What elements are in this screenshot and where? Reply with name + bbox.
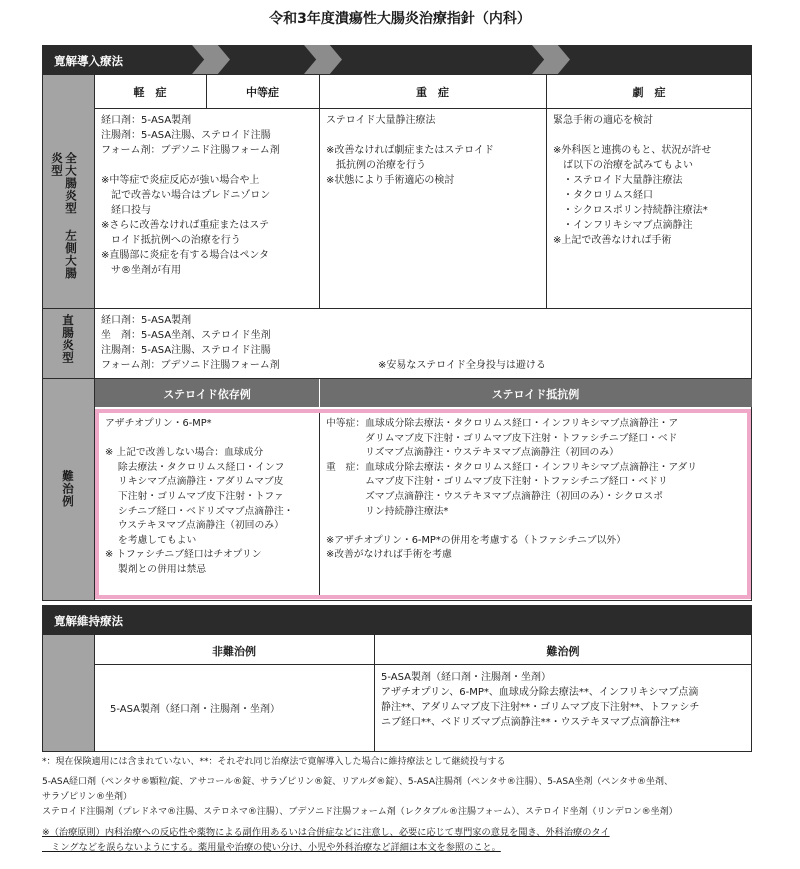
chevron-arrow-icon [304, 45, 342, 74]
maintenance-refractory-text: 5-ASA製剤（経口剤・注腸剤・坐剤） アザチオプリン、6-MP*、血球成分除去療法**、インフリキシマブ点滴 静注**、アダリムマブ皮下注射**・ゴリムマブ皮下注射**、トファシチ ニブ経口**、ベドリズマブ点滴静注**・ウステキヌマブ点滴静注** [381, 672, 700, 728]
induction-band [42, 45, 752, 74]
steroid-dependent-text: アザチオプリン・6-MP* ※ 上記で改善しない場合：血球成分 除去療法・タクロリムス経口・インフ リキシマブ点滴静注・アダリムマブ皮 下注射・ゴリムマブ皮下注射・トファ シチニブ経口・ベドリズマブ点滴静注・ ウステキヌマブ点滴静注（初回のみ） を考慮してもよい ※ トファシチニブ経口はチオプリン 製剤との併用は禁忌 [105, 418, 294, 575]
col-header-fulminant: 劇 症 [632, 86, 666, 99]
row-label-total-left-colitis: 全大腸炎型 左側大腸炎型 [50, 152, 78, 280]
col-header-refractory: 難治例 [546, 645, 580, 658]
col-header-non-refractory: 非難治例 [212, 645, 256, 658]
row1-severe-text: ステロイド大量静注療法 ※改善なければ劇症またはステロイド 抵抗例の治療を行う ※状態により手術適応の検討 [326, 115, 494, 186]
row1-mild-moderate-text: 経口剤：5-ASA製剤 注腸剤：5-ASA注腸、ステロイド注腸 フォーム剤：ブデソニド注腸フォーム剤 ※中等症で炎症反応が強い場合や上 記で改善ない場合はプレドニゾロン 経口投与 ※さらに改善なければ重症またはステ ロイド抵抗例への治療を行う ※直腸部に炎症を有する場合はペンタ サ®坐剤が有用 [101, 115, 280, 276]
induction-band-label: 寛解導入療法 [54, 54, 123, 68]
col-header-severe: 重 症 [416, 86, 449, 99]
maintenance-non-refractory-text: 5-ASA製剤（経口剤・注腸剤・坐剤） [110, 704, 280, 715]
page-title: 令和3年度潰瘍性大腸炎治療指針（内科） [269, 11, 531, 27]
steroid-resistant-header: ステロイド抵抗例 [491, 388, 580, 401]
footnote-drugs: 5-ASA経口剤（ペンタサ®顆粒/錠、アサコール®錠、サラゾピリン®錠、リアルダ®錠）、5-ASA注腸剤（ペンタサ®注腸）、5-ASA坐剤（ペンタサ®坐剤、 サラゾピリン®坐剤） ステロイド注腸剤（プレドネマ®注腸、ステロネマ®注腸）、ブデソニド注腸フォーム剤（レクタブル®注腸フォーム）、ステロイド坐剤（リンデロン®坐剤） [42, 777, 678, 817]
maintenance-band [42, 605, 752, 634]
row1-fulminant-text: 緊急手術の適応を検討 ※外科医と連携のもと、状況が許せ ば以下の治療を試みてもよい ・ステロイド大量静注療法 ・タクロリムス経口 ・シクロスポリン持続静注療法* ・インフリキシマブ点滴静注 ※上記で改善なければ手術 [553, 115, 712, 246]
maintenance-band-label: 寛解維持療法 [54, 614, 123, 628]
steroid-resistant-text: 中等症：血球成分除去療法・タクロリムス経口・インフリキシマブ点滴静注・ア ダリムマブ皮下注射・ゴリムマブ皮下注射・トファシチニブ経口・ベド リズマブ点滴静注・ウステキヌマブ点滴静注（初回のみ） 重 症：血球成分除去療法・タクロリムス経口・インフリキシマブ点滴静注・アダリ ムマブ皮下注射・ゴリムマブ皮下注射・トファシチニブ経口・ベドリ ズマブ点滴静注・ウステキヌマブ点滴静注（初回のみ）・シクロスポ リン持続静注療法* ※アザチオプリン・6-MP*の併用を考慮する（トファシチニブ以外） ※改善がなければ手術を考慮 [326, 418, 698, 561]
row-label-refractory: 難治例 [61, 470, 75, 508]
footnote-asterisk: *：現在保険適用には含まれていない、**：それぞれ同じ治療法で寛解導入した場合に維持療法として継続投与する [42, 757, 506, 767]
col-header-moderate: 中等症 [246, 86, 279, 99]
steroid-dependent-header: ステロイド依存例 [163, 388, 251, 401]
footnote-principle: ※（治療原則）内科治療への反応性や薬物による副作用あるいは合併症などに注意し、必要に応じて専門家の意見を聞き、外科治療のタイ ミングなどを誤らないようにする。薬用量や治療の使い分け、小児や外科治療など詳細は本文を参照のこと。 [42, 827, 610, 853]
chevron-arrow-icon [192, 45, 230, 74]
row-label-proctitis: 直腸炎型 [61, 314, 75, 364]
chevron-arrow-icon [532, 45, 570, 74]
row2-proctitis-text: 経口剤：5-ASA製剤 坐 剤：5-ASA坐剤、ステロイド坐剤 注腸剤：5-ASA注腸、ステロイド注腸 フォーム剤：ブデソニド注腸フォーム剤 [101, 315, 280, 371]
col-header-mild: 軽 症 [133, 86, 167, 99]
row2-proctitis-note: ※安易なステロイド全身投与は避ける [378, 360, 546, 371]
